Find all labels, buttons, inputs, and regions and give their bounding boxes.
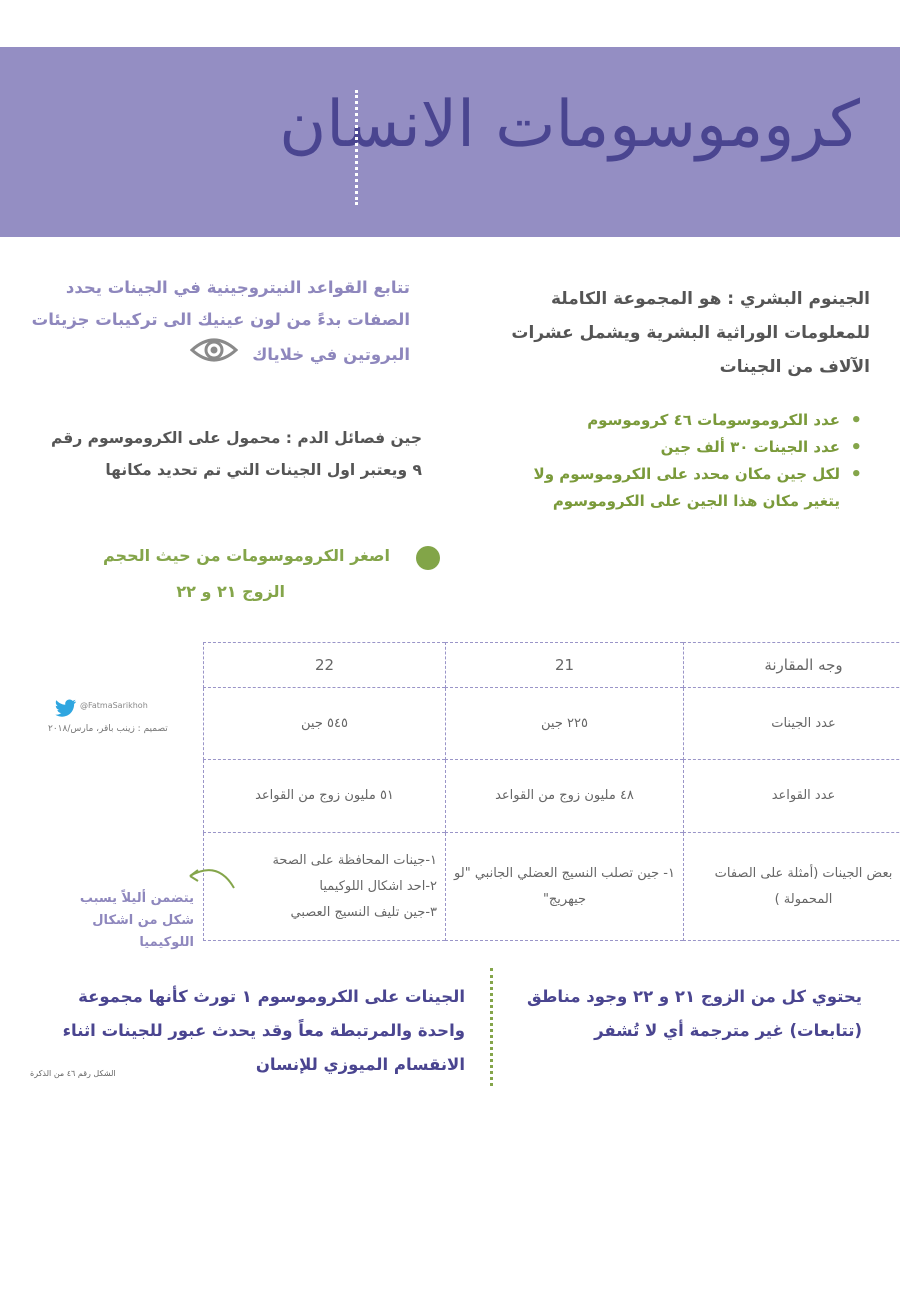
sequence-text: تتابع القواعد النيتروجينية في الجينات يحدد الصفات بدءً من لون عينيك الى تركيبات جزيئات البروتين في خلاياك (31, 278, 410, 364)
twitter-handle: @FatmaSarikhoh (80, 701, 148, 710)
list-item: • عدد الجينات ٣٠ ألف جين (500, 434, 870, 461)
table-cell: ٥٤٥ جين (204, 688, 446, 760)
table-cell: ١- جين تصلب النسيج العضلي الجانبي "لو جيهريج" (446, 833, 684, 941)
chromosome1-linkage-text: الجينات على الكروموسوم ١ تورث كأنها مجموعة واحدة والمرتبطة معاً وقد يحدث عبور للجينات اثناء الانقسام الميوزي للإنسان (62, 987, 465, 1074)
page-title: كروموسومات الانسان (279, 88, 860, 162)
untranslated-regions-text: يحتوي كل من الزوج ٢١ و ٢٢ وجود مناطق (تتابعات) غير مترجمة أي لا تُشفر (527, 987, 862, 1040)
list-item: • لكل جين مكان محدد على الكروموسوم ولا يتغير مكان هذا الجين على الكروموسوم (500, 461, 870, 515)
leukemia-note: يتضمن أليلاً يسبب شكل من اشكال اللوكيميا (79, 891, 194, 950)
table-cell: ٤٨ مليون زوج من القواعد (446, 760, 684, 833)
table-cell: عدد الجينات (684, 688, 900, 760)
figure-reference: الشكل رقم ٤٦ من الذكرة (30, 1069, 116, 1078)
blood-group-gene: جين فصائل الدم : محمول على الكروموسوم رقم ٩ ويعتبر اول الجينات التي تم تحديد مكانها (51, 429, 422, 479)
bullet-dot-icon (416, 546, 440, 570)
genome-definition: الجينوم البشري : هو المجموعة الكاملة للمعلومات الوراثية البشرية ويشمل عشرات الآلاف من الجينات (511, 289, 870, 377)
table-cell: بعض الجينات (أمثلة على الصفات المحمولة ) (684, 833, 900, 941)
comparison-table (203, 642, 900, 941)
bottom-divider (490, 968, 493, 1086)
twitter-bird-icon (55, 699, 77, 721)
table-header-cell: وجه المقارنة (684, 643, 900, 688)
table-cell: ١-جينات المحافظة على الصحة ٢-احد اشكال اللوكيميا ٣-جين تليف النسيج العصبي (204, 833, 446, 941)
smallest-chromosomes (90, 538, 390, 610)
banner-divider (355, 90, 358, 205)
list-item: • عدد الكروموسومات ٤٦ كروموسوم (500, 407, 870, 434)
smallest-line1: اصغر الكروموسومات من حيث الحجم (102, 546, 390, 565)
eye-icon (190, 336, 238, 375)
smallest-line2: الزوج ٢١ و ٢٢ (176, 582, 285, 601)
table-cell: ٥١ مليون زوج من القواعد (204, 760, 446, 833)
designer-credit: تصميم : زينب باقر، مارس/٢٠١٨ (48, 724, 168, 734)
table-header-cell: 21 (446, 643, 684, 688)
table-header-row (204, 643, 900, 688)
table-header-cell: 22 (204, 643, 446, 688)
table-cell: عدد القواعد (684, 760, 900, 833)
table-row (204, 688, 900, 760)
table-cell: ٢٢٥ جين (446, 688, 684, 760)
sequence-paragraph (10, 272, 410, 375)
table-row (204, 833, 900, 941)
table-row (204, 760, 900, 833)
facts-list (500, 407, 870, 515)
